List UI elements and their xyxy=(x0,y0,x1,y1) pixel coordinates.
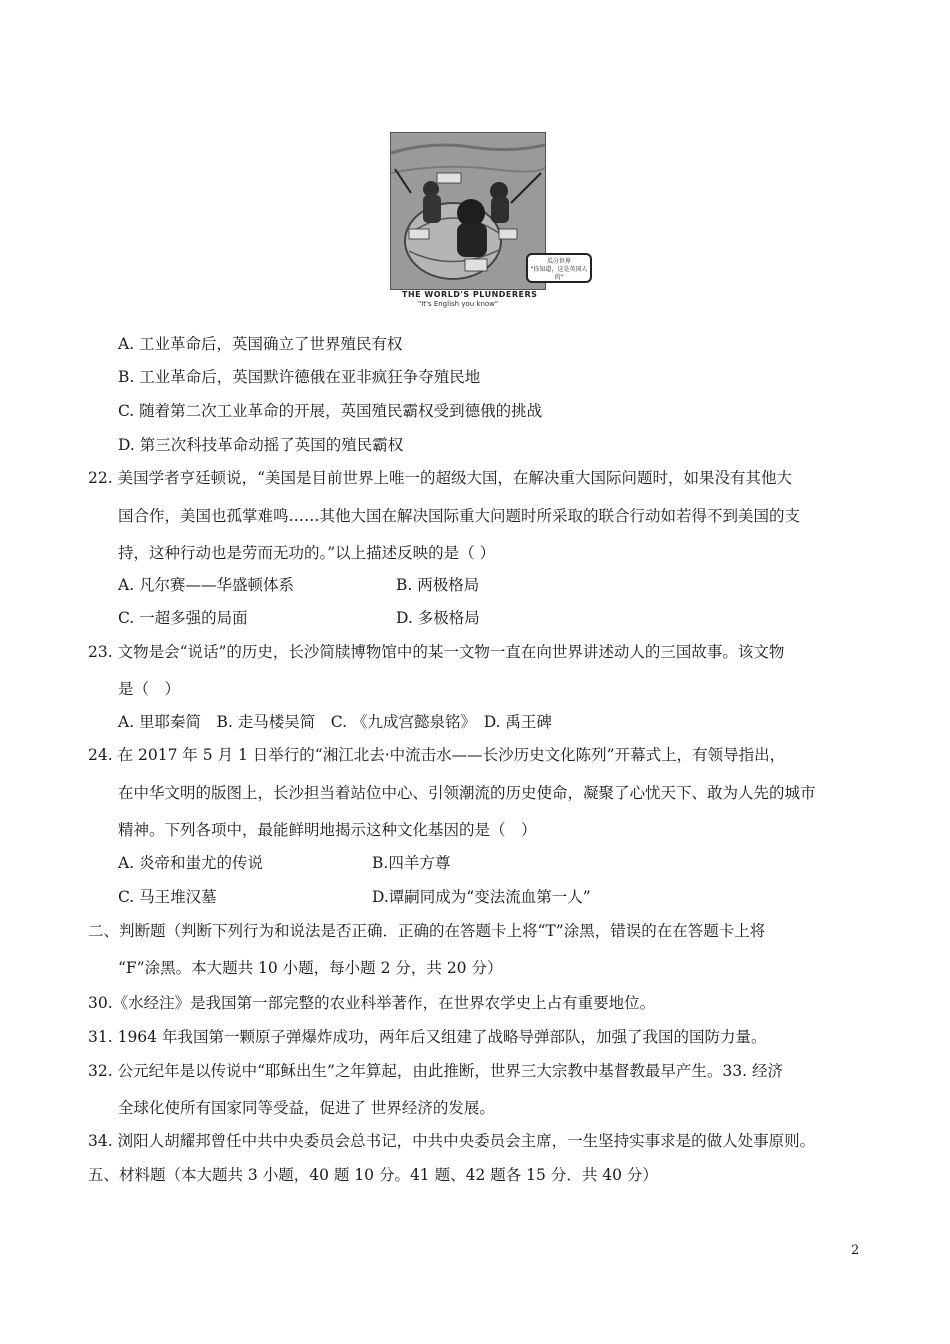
q24-option-a: A. 炎帝和蚩尤的传说 xyxy=(118,854,264,872)
q24-option-d: D.谭嗣同成为“变法流血第一人” xyxy=(372,888,591,906)
cartoon-drawing-icon xyxy=(391,133,545,289)
q24-stem-line2: 在中华文明的版图上，长沙担当着站位中心、引领潮流的历史使命，凝聚了心忧天下、敢为人先的城市 xyxy=(118,784,816,802)
q23-stem-line2: 是（ ） xyxy=(118,680,181,698)
q32-statement-line1: 32. 公元纪年是以传说中“耶稣出生”之年算起，由此推断，世界三大宗教中基督教最早产生。33. 经济 xyxy=(88,1062,784,1080)
q22-option-b: B. 两极格局 xyxy=(396,576,480,594)
q24-stem-line3: 精神。下列各项中，最能鲜明地揭示这种文化基因的是（ ） xyxy=(118,821,537,839)
q24-option-c: C. 马王堆汉墓 xyxy=(118,888,217,906)
q32-statement-line2: 全球化使所有国家同等受益，促进了 世界经济的发展。 xyxy=(118,1099,495,1117)
q22-stem-line3: 持，这种行动也是劳而无功的。”以上描述反映的是（ ） xyxy=(118,544,496,562)
q23-stem-line1: 23. 文物是会“说话”的历史，长沙简牍博物馆中的某一文物一直在向世界讲述动人的三国故事。该文物 xyxy=(88,643,785,661)
section5-heading: 五、材料题（本大题共 3 小题，40 题 10 分。41 题、42 题各 15 分．共 40 分） xyxy=(88,1166,658,1184)
q24-option-b: B.四羊方尊 xyxy=(372,854,451,872)
q21-option-c: C. 随着第二次工业革命的开展，英国殖民霸权受到德俄的挑战 xyxy=(118,402,543,420)
cartoon-image xyxy=(390,132,546,290)
cartoon-caption-title: THE WORLD'S PLUNDERERS xyxy=(402,290,538,299)
section2-heading-line2: “F”涂黑。本大题共 10 小题，每小题 2 分，共 20 分） xyxy=(118,959,503,977)
q22-stem-line2: 国合作，美国也孤掌难鸣……其他大国在解决国际重大问题时所采取的联合行动如若得不到美国的支 xyxy=(118,507,801,525)
q24-stem-line1: 24. 在 2017 年 5 月 1 日举行的“湘江北去·中流击水——长沙历史文化陈列”开幕式上，有领导指出， xyxy=(88,746,786,764)
q34-statement: 34. 浏阳人胡耀邦曾任中共中央委员会总书记，中共中央委员会主席，一生坚持实事求是的做人处事原则。 xyxy=(88,1132,816,1150)
q31-statement: 31. 1964 年我国第一颗原子弹爆炸成功，两年后又组建了战略导弹部队，加强了我国的国防力量。 xyxy=(88,1028,767,1046)
q21-option-b: B. 工业革命后，英国默许德俄在亚非疯狂争夺殖民地 xyxy=(118,368,481,386)
q22-stem-line1: 22. 美国学者亨廷顿说，“美国是目前世界上唯一的超级大国，在解决重大国际问题时，如果没有其他大 xyxy=(88,469,793,487)
q22-option-c: C. 一超多强的局面 xyxy=(118,609,248,627)
q30-statement: 30.《水经注》是我国第一部完整的农业科举著作，在世界农学史上占有重要地位。 xyxy=(88,994,656,1012)
q22-option-a: A. 凡尔赛——华盛顿体系 xyxy=(118,576,295,594)
speech-bubble xyxy=(526,253,592,283)
cartoon-caption-subtitle: "It's English you know" xyxy=(418,300,499,308)
q21-option-a: A. 工业革命后，英国确立了世界殖民有权 xyxy=(118,335,403,353)
q23-options: A. 里耶秦简 B. 走马楼吴简 C. 《九成宫懿泉铭》 D. 禹王碑 xyxy=(118,713,552,731)
q21-option-d: D. 第三次科技革命动摇了英国的殖民霸权 xyxy=(118,436,404,454)
page-number: 2 xyxy=(851,1243,860,1258)
cartoon-figure xyxy=(388,132,600,310)
bubble-text-2: "你知道，这是英国人的" xyxy=(530,266,588,281)
q22-option-d: D. 多极格局 xyxy=(396,609,480,627)
section2-heading-line1: 二、判断题（判断下列行为和说法是否正确．正确的在答题卡上将“T”涂黑，错误的在在答题卡上将 xyxy=(88,922,766,940)
bubble-text-1: 瓜分世界 xyxy=(546,258,571,265)
